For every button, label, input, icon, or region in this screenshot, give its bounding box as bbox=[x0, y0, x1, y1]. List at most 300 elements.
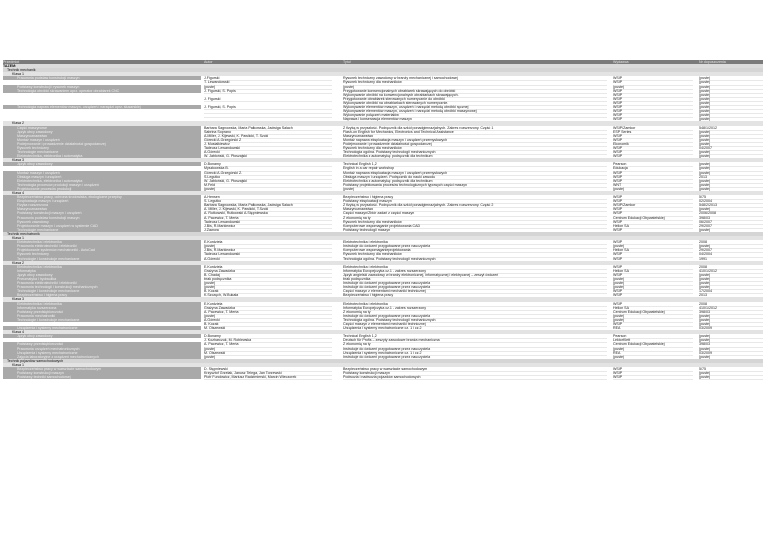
table-cell[interactable]: Deutsch für Profis – zeszyty zawodowe branża mechaniczna bbox=[343, 338, 607, 343]
table-cell[interactable]: (puste) bbox=[343, 85, 607, 90]
table-cell[interactable]: Elektrotechnika, elektronika i automatyka bbox=[3, 179, 201, 183]
table-cell[interactable]: Zajęcia laboratoryjne z urządzeń mechatronicznych bbox=[3, 355, 201, 359]
table-cell[interactable]: Technical English 1,2 bbox=[343, 162, 607, 167]
table-cell[interactable]: Obsługa maszyn i urządzeń. Podręcznik do nauki zawodu bbox=[343, 175, 607, 180]
table-cell[interactable]: 5/75 bbox=[699, 195, 763, 200]
table-cell[interactable]: E.Kurdziela bbox=[204, 302, 332, 307]
table-cell[interactable]: A.Górecki bbox=[204, 257, 332, 262]
table-cell[interactable]: 1991 bbox=[699, 257, 763, 262]
table-cell[interactable]: J.Bis, R.Markiewicz bbox=[204, 248, 332, 253]
table-cell[interactable]: WNT bbox=[613, 183, 693, 188]
table-cell[interactable]: 03/2009 bbox=[699, 351, 763, 356]
table-cell[interactable]: A. Pacewicz, T. Merta bbox=[204, 310, 332, 315]
table-cell[interactable]: (puste) bbox=[343, 187, 607, 192]
table-cell[interactable]: WSIP bbox=[613, 138, 693, 143]
table-cell[interactable]: WSIP bbox=[613, 93, 693, 98]
header-cell[interactable]: Nr dopuszczenia bbox=[699, 60, 726, 64]
table-cell[interactable]: WSIP bbox=[613, 146, 693, 151]
table-cell[interactable]: WSIP bbox=[613, 252, 693, 257]
table-cell[interactable]: (puste) bbox=[613, 355, 693, 360]
table-cell[interactable]: (puste) bbox=[699, 101, 763, 106]
table-cell[interactable]: Pracownia technologii i konstrukcji mechanicznych bbox=[3, 285, 201, 289]
table-cell[interactable]: Projektowanie systemów mechatroniki - AutoCad bbox=[3, 248, 201, 252]
table-cell[interactable]: (puste) bbox=[699, 166, 763, 171]
table-cell[interactable]: Wykonywanie obróbki na obrabiarkach sterowanych numerycznie. bbox=[343, 101, 607, 106]
table-cell[interactable]: S. Legutko bbox=[204, 199, 332, 204]
table-cell[interactable]: (puste) bbox=[699, 76, 763, 81]
header-cell[interactable]: Autor bbox=[204, 60, 213, 64]
table-cell[interactable]: WSIP/Zamkor bbox=[613, 126, 693, 131]
table-cell[interactable]: 29/2007 bbox=[699, 248, 763, 253]
table-cell[interactable]: J.Figurski bbox=[204, 76, 332, 81]
table-cell[interactable]: Montaż maszyn i urządzeń bbox=[3, 138, 201, 142]
table-cell[interactable]: (puste) bbox=[699, 109, 763, 114]
table-cell[interactable]: Z ekonomią na ty bbox=[343, 216, 607, 221]
table-cell[interactable]: (puste) bbox=[699, 97, 763, 102]
table-cell[interactable]: T. Lewandowski bbox=[204, 80, 332, 85]
table-cell[interactable]: Język obcy zawodowy bbox=[3, 130, 201, 134]
table-cell[interactable] bbox=[204, 109, 332, 110]
header-cell[interactable]: Przedmiot bbox=[3, 60, 20, 64]
table-cell[interactable]: WSIP bbox=[613, 97, 693, 102]
table-cell[interactable]: J.Bis, R.Markiewicz bbox=[204, 224, 332, 229]
table-cell[interactable]: (puste) bbox=[699, 375, 763, 380]
table-cell[interactable]: (puste) bbox=[204, 314, 332, 319]
table-cell[interactable]: Bezpieczeństwo i higiena pracy bbox=[3, 293, 201, 297]
table-cell[interactable]: Pracownia podstaw konstrukcji maszyn bbox=[3, 76, 201, 80]
table-cell[interactable] bbox=[204, 101, 332, 102]
table-cell[interactable]: Technologia ogólna. Podstawy technologii mechanicznych bbox=[343, 150, 607, 155]
table-cell[interactable]: 17/2004 bbox=[699, 289, 763, 294]
table-cell[interactable]: Tadeusz Lewandowski bbox=[204, 220, 332, 225]
table-cell[interactable]: W. Jabłoński, G. Płoszajski bbox=[204, 179, 332, 184]
table-cell[interactable]: (puste) bbox=[699, 93, 763, 98]
table-cell[interactable]: Informatyka bbox=[3, 269, 201, 273]
table-cell[interactable]: WSIP bbox=[613, 117, 693, 122]
table-cell[interactable]: Naprawa i konserwacja elementów maszyn bbox=[343, 117, 607, 122]
table-cell[interactable]: (puste) bbox=[613, 318, 693, 323]
table-cell[interactable]: Elektrotechnika i elektronika bbox=[343, 265, 607, 270]
table-cell[interactable] bbox=[204, 93, 332, 94]
table-cell[interactable]: Podstawy techniki samochodowej bbox=[3, 375, 201, 379]
table-cell[interactable]: Wykonywanie obróbki na konwencjonalnych obrabiarkach skrawających. bbox=[343, 93, 607, 98]
table-cell[interactable]: Barbara Sagnowska, Maria Pałkowska, Jadwiga Salach bbox=[204, 203, 332, 208]
table-cell[interactable]: A.Miller, J. Kijewski, K. Pawlicki, T. Szcki bbox=[204, 134, 332, 139]
table-cell[interactable]: Wykonywanie połączeń materiałów bbox=[343, 113, 607, 118]
table-cell[interactable]: WSIP bbox=[613, 273, 693, 278]
table-cell[interactable]: WSIP bbox=[613, 101, 693, 106]
table-cell[interactable]: 398/03 bbox=[699, 310, 763, 315]
table-cell[interactable]: (puste) bbox=[699, 130, 763, 135]
table-cell[interactable]: Bezpieczeństwo pracy, ochrona środowiska, ekologiczne przepisy bbox=[3, 195, 201, 199]
table-cell[interactable]: A.Hensen bbox=[204, 195, 332, 200]
table-cell[interactable]: Bezpieczeństwo i higiena pracy bbox=[343, 293, 607, 298]
table-cell[interactable]: 04/2004 bbox=[699, 252, 763, 257]
table-cell[interactable]: Montaż naprawa eksploatacja maszyn i urządzeń przemysłowych bbox=[343, 171, 607, 176]
table-cell[interactable]: Rysunek techniczny zawodowy w branży mechanicznej i samochodowej bbox=[343, 76, 607, 81]
table-cell[interactable]: Przygotowanie konwencjonalnych obrabiarek skrawających do obróbki bbox=[343, 89, 607, 94]
table-cell[interactable]: (puste) bbox=[613, 285, 693, 290]
table-cell[interactable]: Helion SA bbox=[613, 224, 693, 229]
table-cell[interactable]: Podejmowanie i prowadzenie działalności gospodarczej bbox=[3, 142, 201, 146]
table-cell[interactable]: Pracownia elektrotechniki i elektroniki bbox=[3, 244, 201, 248]
table-cell[interactable]: 398/03 bbox=[699, 342, 763, 347]
table-cell[interactable]: Barbara Sagnowska, Maria Pałkowska, Jadwiga Salach bbox=[204, 126, 332, 131]
table-cell[interactable]: Język obcy zawodowy bbox=[3, 273, 201, 277]
table-cell[interactable]: (puste) bbox=[699, 150, 763, 155]
table-cell[interactable]: Urządzenia i systemy mechatroniczne cz. 1 i cz.2 bbox=[343, 351, 607, 356]
table-cell[interactable]: WSIP bbox=[613, 322, 693, 327]
table-cell[interactable]: Górecki A.Grzegórski Z bbox=[204, 138, 332, 143]
table-cell[interactable]: WSIP bbox=[613, 89, 693, 94]
table-cell[interactable]: Bezpieczeństwo pracy w warsztacie samochodowym bbox=[3, 367, 201, 371]
table-cell[interactable]: Maszynoznawstwo bbox=[3, 207, 201, 211]
table-cell[interactable]: (puste) bbox=[613, 281, 693, 286]
table-cell[interactable] bbox=[204, 113, 332, 114]
table-cell[interactable]: WSIP bbox=[613, 302, 693, 307]
table-cell[interactable]: W. Jabłoński, G. Płoszajski bbox=[204, 154, 332, 159]
table-cell[interactable]: Montaż maszyn i urządzeń bbox=[3, 171, 201, 175]
table-cell[interactable]: Wykonywanie elementów maszyn, urządzeń i narzędzi metodą obróbki maszynowej bbox=[343, 109, 607, 114]
table-cell[interactable]: (puste) bbox=[699, 113, 763, 118]
table-cell[interactable]: Maszynoznawstwo bbox=[3, 134, 201, 138]
header-cell[interactable]: Tytuł bbox=[343, 60, 351, 64]
table-cell[interactable]: brak podręcznika bbox=[204, 277, 332, 282]
table-cell[interactable]: Helion SA bbox=[613, 248, 693, 253]
table-cell[interactable]: Rysunek techniczny dla mechaników bbox=[343, 80, 607, 85]
table-cell[interactable]: (puste) bbox=[699, 138, 763, 143]
table-cell[interactable]: Instrukcje do ćwiczeń przygotowane przez nauczyciela bbox=[343, 314, 607, 319]
table-cell[interactable]: Podstawy eksploatacji maszyn bbox=[343, 199, 607, 204]
table-cell[interactable]: Maszynoznawstwo bbox=[343, 207, 607, 212]
table-cell[interactable]: Język obcy zawodowy bbox=[3, 334, 201, 338]
table-cell[interactable]: (puste) bbox=[204, 85, 332, 90]
table-cell[interactable]: 5/75 bbox=[699, 367, 763, 372]
table-cell[interactable]: Komputerowe wspomaganieprojektowania bbox=[343, 248, 607, 253]
table-cell[interactable]: 2008 bbox=[699, 265, 763, 270]
table-cell[interactable]: Technologia ogólna. Podstawy technologii mechanicznych bbox=[343, 318, 607, 323]
table-cell[interactable]: E.Kurdziela bbox=[204, 265, 332, 270]
table-cell[interactable]: Części maszyn z elementami mechaniki technicznej bbox=[343, 322, 607, 327]
table-cell[interactable]: brak podręcznika bbox=[343, 277, 607, 282]
table-cell[interactable]: WSIP bbox=[613, 150, 693, 155]
table-cell[interactable]: Pracownia podstaw konstrukcji maszyn bbox=[3, 216, 201, 220]
table-cell[interactable]: (puste) bbox=[699, 162, 763, 167]
table-cell[interactable]: Pracownia mechatroniki bbox=[3, 314, 201, 318]
table-cell[interactable]: Technologia obróbki skrawaniem oprz. operator obrabiarek CNC bbox=[3, 89, 201, 93]
table-cell[interactable]: A.Górecki bbox=[204, 318, 332, 323]
table-cell[interactable]: 04/2007 bbox=[699, 146, 763, 151]
table-cell[interactable]: A. Miller, J. Kijewski, K. Pawlicki, T.Szcki bbox=[204, 207, 332, 212]
table-cell[interactable]: Urządzenia i systemy mechatroniczne cz. 1 i cz.2 bbox=[343, 326, 607, 331]
table-cell[interactable]: (puste) bbox=[699, 171, 763, 176]
table-cell[interactable]: (puste) bbox=[699, 334, 763, 339]
table-cell[interactable]: (puste) bbox=[699, 80, 763, 85]
table-cell[interactable]: 410/1/2012 bbox=[699, 306, 763, 311]
table-cell[interactable]: (puste) bbox=[699, 154, 763, 159]
table-cell[interactable]: Pracownia urządzeń mechatronicznych bbox=[3, 347, 201, 351]
table-cell[interactable]: WSIP bbox=[613, 80, 693, 85]
table-cell[interactable]: Podstawy przedsiębiorczości bbox=[3, 310, 201, 314]
table-cell[interactable]: (puste) bbox=[699, 179, 763, 184]
table-cell[interactable]: Edukacja bbox=[613, 166, 693, 171]
table-cell[interactable]: WSIP bbox=[613, 265, 693, 270]
table-cell[interactable]: 2013 bbox=[699, 293, 763, 298]
table-cell[interactable]: Język obcy zawodowy bbox=[3, 162, 201, 166]
table-cell[interactable]: (puste) bbox=[699, 355, 763, 360]
table-cell[interactable]: 548/1/2012 bbox=[699, 126, 763, 131]
table-cell[interactable]: Piotr Fundowicz, Mariusz Radzimierski, Marcin Wieczorek bbox=[204, 375, 332, 380]
table-cell[interactable]: Fizyka rozszerzona bbox=[3, 203, 201, 207]
table-cell[interactable]: WSIP bbox=[613, 179, 693, 184]
table-cell[interactable]: Z fizyką w przyszłość. Podręcznik dla szkół ponadgimnazjalnych. Zakres rozszerzony. Część 2 bbox=[343, 203, 607, 208]
table-cell[interactable]: Bezpieczeństwo i higiena pracy bbox=[343, 195, 607, 200]
table-cell[interactable]: Części maszyn z elementami mechaniki technicznej bbox=[343, 289, 607, 294]
table-cell[interactable]: M.Feld bbox=[204, 183, 332, 188]
table-cell[interactable]: Helion SA bbox=[613, 269, 693, 274]
table-cell[interactable]: WSIP bbox=[613, 257, 693, 262]
table-cell[interactable]: Instrukcje do ćwiczeń przygotowane przez nauczyciela bbox=[343, 347, 607, 352]
table-cell[interactable]: Z ekonomią na ty bbox=[343, 342, 607, 347]
table-cell[interactable]: Krzysztof Grzelak, Janusz Telega, Jan Torzewski bbox=[204, 371, 332, 376]
table-cell[interactable]: (puste) bbox=[613, 314, 693, 319]
table-cell[interactable]: (puste) bbox=[699, 347, 763, 352]
table-cell[interactable]: Części maszyn/Zbiór zadań z części maszyn bbox=[343, 211, 607, 216]
table-cell[interactable]: WSIP bbox=[613, 367, 693, 372]
table-cell[interactable]: (puste) bbox=[204, 285, 332, 290]
table-cell[interactable]: J. Figurski bbox=[204, 97, 332, 102]
table-cell[interactable]: Myszkowska B. bbox=[204, 166, 332, 171]
table-cell[interactable]: (puste) bbox=[699, 318, 763, 323]
table-cell[interactable]: Podejmowanie i prowadzenie działalności gospodarczej bbox=[343, 142, 607, 147]
table-cell[interactable]: Informatyka Europejczyka cz.1 - zakres rozszerzony bbox=[343, 306, 607, 311]
table-cell[interactable]: (puste) bbox=[699, 183, 763, 188]
table-cell[interactable]: Rysunek techniczny dla mechaników bbox=[343, 252, 607, 257]
table-cell[interactable]: Technologia napraw elementów maszyn, urządzeń i narzędzi oprz. ślusarskiej bbox=[3, 105, 201, 109]
table-cell[interactable]: Technologie mechaniczne bbox=[3, 150, 201, 154]
table-cell[interactable]: Elektrotechnika i elektronika bbox=[343, 302, 607, 307]
table-cell[interactable]: Obsługa maszyn i urządzeń bbox=[3, 175, 201, 179]
table-cell[interactable]: J. Kozharczuk, M. Roblewska bbox=[204, 338, 332, 343]
table-cell[interactable]: Elektrotechnika i elektronika bbox=[3, 240, 201, 244]
table-cell[interactable]: Podstawy konstrukcji i rysunek maszyn bbox=[3, 85, 201, 89]
table-cell[interactable]: WSIP bbox=[613, 76, 693, 81]
table-cell[interactable]: WSIP bbox=[613, 134, 693, 139]
table-cell[interactable]: WSIP bbox=[613, 199, 693, 204]
table-cell[interactable]: Urządzenia i systemy mechatroniczne bbox=[3, 326, 201, 330]
table-cell[interactable]: Informatyka rozszerzona bbox=[3, 306, 201, 310]
table-cell[interactable]: 410/1/2012 bbox=[699, 269, 763, 274]
table-cell[interactable]: Centrum Edukacji Obywatelskiej bbox=[613, 310, 693, 315]
table-cell[interactable]: WSIP bbox=[613, 207, 693, 212]
table-cell[interactable]: Technical English 1,2 bbox=[343, 334, 607, 339]
table-cell[interactable]: 06/2007 bbox=[699, 220, 763, 225]
table-cell[interactable]: (puste) bbox=[613, 347, 693, 352]
table-cell[interactable]: A. Rutkowski, Rutkowski A.Stępniewska bbox=[204, 211, 332, 216]
table-cell[interactable]: 03/2009 bbox=[699, 326, 763, 331]
table-cell[interactable]: LektorKlett bbox=[613, 338, 693, 343]
table-cell[interactable]: D.Bonamy bbox=[204, 334, 332, 339]
header-cell[interactable]: Wydawca bbox=[613, 60, 629, 64]
table-cell[interactable]: Tadeusz Lewandowski bbox=[204, 252, 332, 257]
table-cell[interactable]: WSIP bbox=[613, 105, 693, 110]
table-cell[interactable]: Podstawy technologii maszyn bbox=[343, 228, 607, 233]
table-cell[interactable]: Projektowanie procesów produkcji bbox=[3, 187, 201, 191]
table-cell[interactable]: Rysunek zawodowy bbox=[3, 220, 201, 224]
table-cell[interactable]: (puste) bbox=[699, 134, 763, 139]
table-cell[interactable]: (puste) bbox=[699, 281, 763, 286]
table-cell[interactable]: (puste) bbox=[699, 187, 763, 192]
table-cell[interactable]: Technologia ogólna. Podstawy technologii mechanicznych bbox=[343, 257, 607, 262]
table-cell[interactable]: Helion SA bbox=[613, 306, 693, 311]
table-cell[interactable]: Technologia procesów produkcji maszyn i urządzeń bbox=[3, 183, 201, 187]
table-cell[interactable]: B. Chadaj bbox=[204, 273, 332, 278]
table-cell[interactable]: (puste) bbox=[699, 85, 763, 90]
table-cell[interactable]: J. Musiałkiewicz bbox=[204, 142, 332, 147]
table-cell[interactable]: Podstawy konstrukcji maszyn bbox=[3, 371, 201, 375]
table-cell[interactable]: (puste) bbox=[699, 89, 763, 94]
table-cell[interactable]: (puste) bbox=[204, 355, 332, 360]
table-cell[interactable]: E.Kurdziela bbox=[204, 240, 332, 245]
table-cell[interactable]: Z ekonomią na ty bbox=[343, 310, 607, 315]
table-cell[interactable]: Urządzenia i systemy mechatroniczne bbox=[3, 351, 201, 355]
table-cell[interactable]: Część maszynowe bbox=[3, 126, 201, 130]
table-cell[interactable]: WSIP bbox=[613, 195, 693, 200]
table-cell[interactable]: Elektrotechnika z automatyką: podręcznik dla technikum bbox=[343, 179, 607, 184]
table-cell[interactable]: (puste) bbox=[699, 338, 763, 343]
table-cell[interactable]: WSIP bbox=[613, 154, 693, 159]
table-cell[interactable]: WSIP/Zamkor bbox=[613, 203, 693, 208]
table-cell[interactable]: Rysunek techniczny bbox=[3, 252, 201, 256]
table-cell[interactable]: M. Olszewski bbox=[204, 351, 332, 356]
table-cell[interactable]: Grażyna Zawadzka bbox=[204, 269, 332, 274]
table-cell[interactable]: (puste) bbox=[699, 105, 763, 110]
table-cell[interactable]: (puste) bbox=[699, 285, 763, 290]
table-cell[interactable]: (puste) bbox=[699, 117, 763, 122]
table-cell[interactable]: Instrukcje do ćwiczeń przygotowane przez nauczyciela bbox=[343, 285, 607, 290]
table-cell[interactable]: Elektrotechnika i elektronika bbox=[343, 240, 607, 245]
table-cell[interactable]: K.Szczęch, W.Bukała bbox=[204, 293, 332, 298]
table-cell[interactable]: Technologie i konstrukcje mechaniczne bbox=[3, 289, 201, 293]
table-cell[interactable]: Pneumatyka i hydraulika bbox=[3, 277, 201, 281]
table-cell[interactable]: D.Bonamy bbox=[204, 162, 332, 167]
table-cell[interactable]: Projektowanie maszyn i urządzeń w systemie CAD bbox=[3, 224, 201, 228]
table-cell[interactable]: 2008 bbox=[699, 240, 763, 245]
table-cell[interactable]: (puste) bbox=[699, 277, 763, 282]
table-cell[interactable]: Podstawy konstrukcji maszyn i urządzeń bbox=[3, 211, 201, 215]
table-cell[interactable]: WSIP bbox=[613, 289, 693, 294]
table-cell[interactable]: S.Legutko bbox=[204, 175, 332, 180]
table-cell[interactable]: Elektrotechnika z automatyką: podręcznik dla technikum bbox=[343, 154, 607, 159]
table-cell[interactable]: Podstawy konstrukcji maszyn bbox=[343, 371, 607, 376]
table-cell[interactable]: Bezpieczeństwo pracy w warsztacie samochodowym bbox=[343, 367, 607, 372]
table-cell[interactable]: A. Pacewicz, T. Merta bbox=[204, 216, 332, 221]
table-cell[interactable]: (puste) bbox=[699, 142, 763, 147]
table-cell[interactable]: Instrukcje do ćwiczeń przygotowane przez nauczyciela bbox=[343, 281, 607, 286]
table-cell[interactable]: Wykonywanie elementów maszyn, urządzeń i narzędzi metodą obróbki ręcznej bbox=[343, 105, 607, 110]
table-cell[interactable]: Technologie i konstrukcje mechaniczne bbox=[3, 318, 201, 322]
table-cell[interactable]: WSIP bbox=[613, 211, 693, 216]
table-cell[interactable]: Instrukcje do ćwiczeń przygotowane przez nauczyciela bbox=[343, 355, 607, 360]
table-cell[interactable]: (puste) bbox=[613, 244, 693, 249]
table-cell[interactable]: Rysunek techniczny dla mechaników bbox=[343, 146, 607, 151]
table-cell[interactable]: A.Górecki bbox=[204, 150, 332, 155]
table-cell[interactable]: J. Figurski, S. Popis bbox=[204, 105, 332, 110]
table-cell[interactable]: Eksploatacja maszyn i urządzeń bbox=[3, 199, 201, 203]
table-cell[interactable]: WSIP bbox=[613, 375, 693, 380]
table-cell[interactable]: B. Kozak bbox=[204, 322, 332, 327]
table-cell[interactable]: (puste) bbox=[699, 322, 763, 327]
table-cell[interactable]: 548/2/2013 bbox=[699, 203, 763, 208]
table-cell[interactable]: (puste) bbox=[204, 281, 332, 286]
table-cell[interactable]: 2006/2008 bbox=[699, 211, 763, 216]
table-cell[interactable]: Grażyna Zawadzka bbox=[204, 306, 332, 311]
table-cell[interactable]: Podstawy przedsiębiorczości bbox=[3, 342, 201, 346]
table-cell[interactable]: Górecki A.Grzegórski Z. bbox=[204, 171, 332, 176]
table-cell[interactable]: 2008 bbox=[699, 302, 763, 307]
table-cell[interactable]: (puste) bbox=[699, 314, 763, 319]
table-cell[interactable]: Tadeusz Lewandowski bbox=[204, 146, 332, 151]
table-cell[interactable]: English in a car repair workshop bbox=[343, 166, 607, 171]
table-cell[interactable]: 2013 bbox=[699, 175, 763, 180]
table-cell[interactable]: Przygotowanie obrabiarek sterowanych numerycznie do obróbki bbox=[343, 97, 607, 102]
table-cell[interactable]: A. Pacewicz, T. Merta bbox=[204, 342, 332, 347]
table-cell[interactable]: Pearson bbox=[613, 162, 693, 167]
table-cell[interactable]: Z fizyką w przyszłość. Podręcznik dla szkół ponadgimnazjalnych. Zakres rozszerzony. Część 1 bbox=[343, 126, 607, 131]
table-cell[interactable]: Elektrotechnika i elektronika bbox=[3, 265, 201, 269]
table-cell[interactable]: Rysunek techniczny bbox=[3, 146, 201, 150]
table-cell[interactable]: Maszynoznawstwo bbox=[343, 134, 607, 139]
table-cell[interactable]: ESP Series bbox=[613, 130, 693, 135]
table-cell[interactable]: Elektrotechnika, elektronika i automatyka bbox=[3, 154, 201, 158]
table-cell[interactable]: (puste) bbox=[613, 277, 693, 282]
table-cell[interactable]: B. Kozak bbox=[204, 289, 332, 294]
table-cell[interactable]: (puste) bbox=[699, 207, 763, 212]
table-cell[interactable]: D. Stępniewski bbox=[204, 367, 332, 372]
table-cell[interactable]: Instrukcje do ćwiczeń przygotowane przez nauczyciela bbox=[343, 244, 607, 249]
table-cell[interactable]: WSIP bbox=[613, 228, 693, 233]
table-cell[interactable]: WSIP bbox=[613, 171, 693, 176]
table-cell[interactable]: Centrum Edukacji Obywatelskiej bbox=[613, 342, 693, 347]
table-cell[interactable]: Elektrotechnika i elektronika bbox=[3, 302, 201, 306]
table-cell[interactable]: Centrum Edukacji Obywatelskiej bbox=[613, 216, 693, 221]
table-cell[interactable]: Sabrina Soprano bbox=[204, 130, 332, 135]
table-cell[interactable]: REA bbox=[613, 351, 693, 356]
table-cell[interactable]: (puste) bbox=[613, 187, 693, 192]
table-cell[interactable]: Komputerowe wspomaganie projektowania CAD bbox=[343, 224, 607, 229]
table-cell[interactable]: 02/2004 bbox=[699, 199, 763, 204]
table-cell[interactable]: Informatyka Europejczyka cz.1 - zakres rozszerzony bbox=[343, 269, 607, 274]
table-cell[interactable]: WSIP bbox=[613, 293, 693, 298]
table-cell[interactable]: Technologie mechaniczne bbox=[3, 228, 201, 232]
table-cell[interactable]: WSIP bbox=[613, 240, 693, 245]
table-cell[interactable]: WSIP bbox=[613, 113, 693, 118]
table-cell[interactable]: REA bbox=[613, 326, 693, 331]
table-cell[interactable]: WSIP bbox=[613, 371, 693, 376]
table-cell[interactable]: Ekonomik bbox=[613, 142, 693, 147]
table-cell[interactable]: Rysunek techniczny dla mechaników bbox=[343, 220, 607, 225]
table-cell[interactable]: Flash-on English for Mechanics, Electronics and Technical Assistance bbox=[343, 130, 607, 135]
table-cell[interactable]: J.Zawora bbox=[204, 228, 332, 233]
table-cell[interactable]: WSIP bbox=[613, 175, 693, 180]
table-cell[interactable]: WSIP bbox=[613, 109, 693, 114]
table-cell[interactable]: (puste) bbox=[699, 273, 763, 278]
table-cell[interactable]: Język angielski zawodowy w branży elektronicznej, informatycznej i elektrycznej – zeszyt ćwiczeń bbox=[343, 273, 607, 278]
table-cell[interactable]: 29/2007 bbox=[699, 224, 763, 229]
table-cell[interactable]: (puste) bbox=[204, 187, 332, 192]
table-cell[interactable]: Technologie i konstrukcje mechaniczne bbox=[3, 257, 201, 261]
table-cell[interactable]: (puste) bbox=[613, 85, 693, 90]
